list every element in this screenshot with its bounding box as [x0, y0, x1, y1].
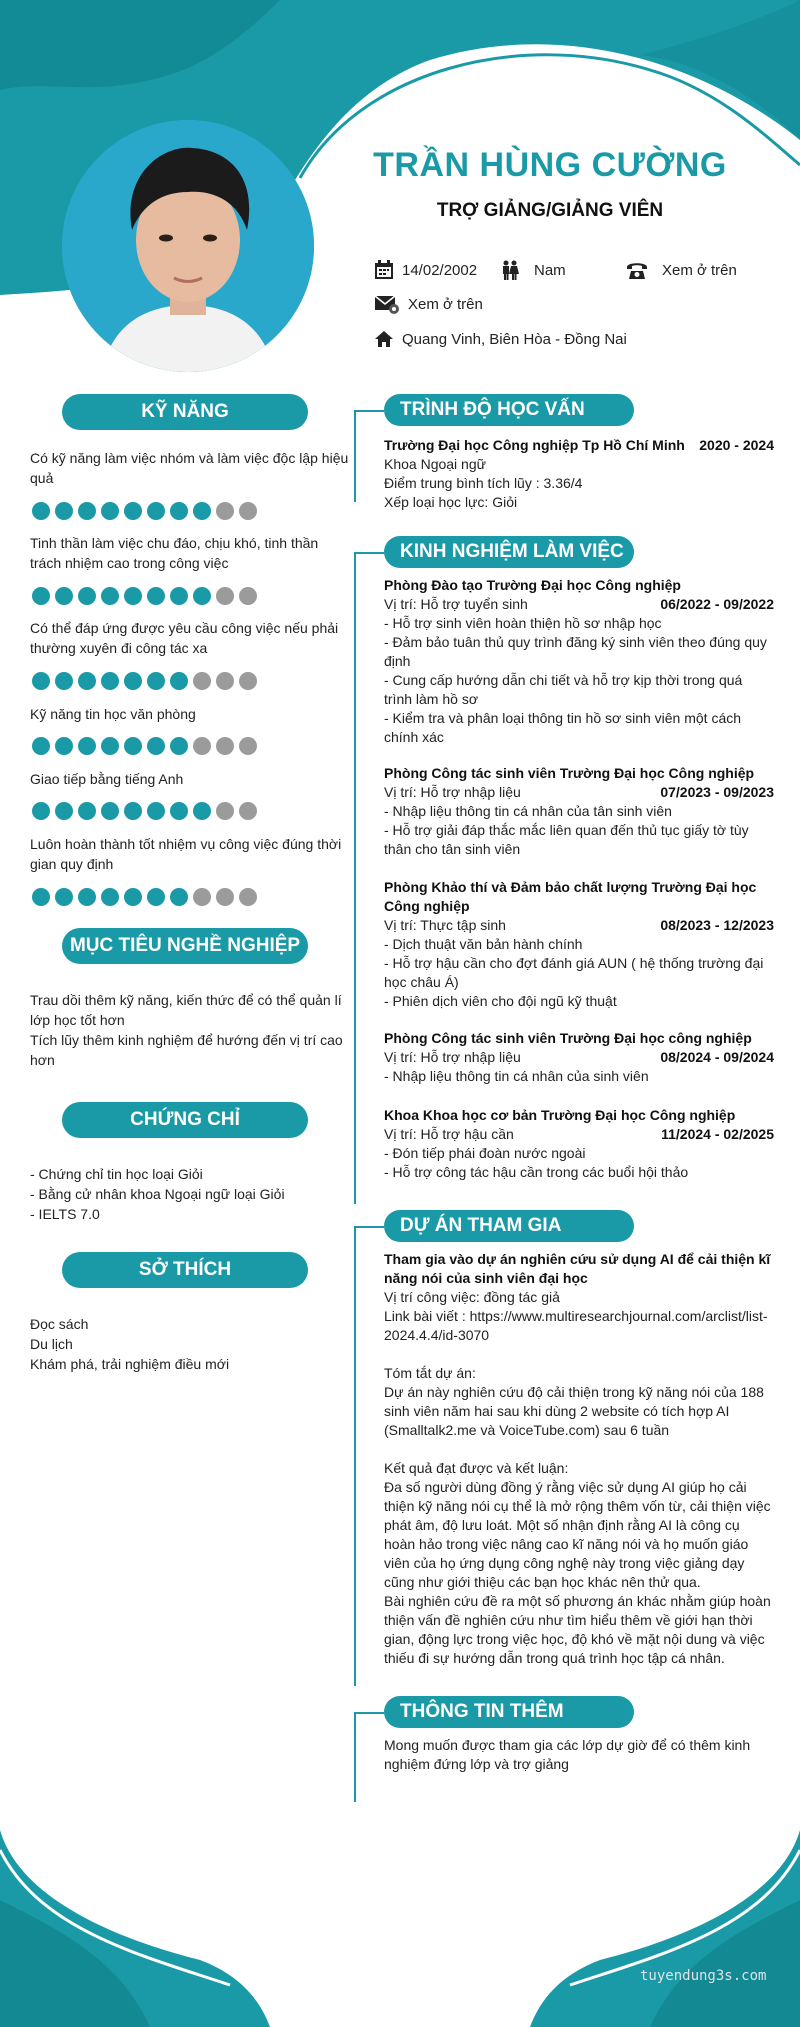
job-role: Vị trí: Hỗ trợ hậu cần — [384, 1126, 514, 1142]
rating-dot-filled — [124, 672, 142, 690]
project-line — [384, 1345, 774, 1364]
job-line: - Hỗ trợ công tác hậu cần trong các buổi hội thảo — [384, 1164, 689, 1180]
rating-dot-filled — [78, 802, 96, 820]
rating-dot-filled — [170, 502, 188, 520]
rating-dot-filled — [147, 672, 165, 690]
rating-dot-empty — [239, 587, 257, 605]
rating-dot-filled — [55, 502, 73, 520]
rating-dot-filled — [193, 802, 211, 820]
email-icon — [374, 294, 400, 314]
profile-photo — [62, 120, 314, 372]
skill-text: Tinh thần làm việc chu đáo, chịu khó, tinh thần trách nhiệm cao trong công việc — [30, 535, 319, 571]
rating-dot-filled — [101, 672, 119, 690]
skill-rating — [32, 672, 257, 690]
rating-dot-filled — [147, 888, 165, 906]
education-school: Trường Đại học Công nghiệp Tp Hồ Chí Minh — [384, 437, 685, 453]
rating-dot-filled — [32, 888, 50, 906]
rating-dot-filled — [147, 737, 165, 755]
timeline-line — [354, 410, 356, 502]
timeline-tick — [354, 552, 384, 554]
rating-dot-filled — [170, 802, 188, 820]
rating-dot-filled — [170, 888, 188, 906]
education-section — [384, 436, 774, 512]
skill-text: Luôn hoàn thành tốt nhiệm vụ công việc đúng thời gian quy định — [30, 836, 342, 872]
certificates-list — [30, 1164, 350, 1224]
rating-dot-empty — [216, 888, 234, 906]
education-line: Điểm trung bình tích lũy : 3.36/4 — [384, 475, 583, 491]
address-value: Quang Vinh, Biên Hòa - Đồng Nai — [402, 330, 627, 348]
education-line: Khoa Ngoại ngữ — [384, 456, 486, 472]
phone-icon — [626, 260, 648, 280]
education-period: 2020 - 2024 — [699, 437, 774, 453]
rating-dot-filled — [32, 802, 50, 820]
rating-dot-filled — [124, 587, 142, 605]
hobby-item: Khám phá, trải nghiệm điều mới — [30, 1356, 230, 1372]
rating-dot-filled — [170, 672, 188, 690]
rating-dot-filled — [124, 888, 142, 906]
rating-dot-filled — [124, 502, 142, 520]
job-org: Phòng Đào tạo Trường Đại học Công nghiệp — [384, 577, 681, 593]
rating-dot-empty — [216, 802, 234, 820]
skill-text: Giao tiếp bằng tiếng Anh — [30, 771, 184, 787]
job-entry — [384, 1106, 774, 1182]
project-line: Tóm tắt dự án: — [384, 1365, 476, 1381]
project-line — [384, 1440, 774, 1459]
objective-line: Trau dồi thêm kỹ năng, kiến thức để có thể quản lí lớp học tốt hơn — [30, 992, 342, 1028]
rating-dot-filled — [55, 587, 73, 605]
gender-value: Nam — [534, 261, 566, 279]
job-line: - Hỗ trợ giải đáp thắc mắc liên quan đến thủ tục giấy tờ tùy thân cho tân sinh viên — [384, 822, 749, 857]
job-period: 08/2023 - 12/2023 — [660, 917, 774, 933]
rating-dot-empty — [216, 672, 234, 690]
rating-dot-filled — [147, 587, 165, 605]
rating-dot-filled — [101, 502, 119, 520]
rating-dot-empty — [239, 802, 257, 820]
rating-dot-filled — [55, 888, 73, 906]
rating-dot-filled — [147, 502, 165, 520]
job-role: Vị trí: Hỗ trợ nhập liệu — [384, 1049, 521, 1065]
rating-dot-filled — [101, 802, 119, 820]
rating-dot-filled — [101, 737, 119, 755]
timeline-tick — [354, 1226, 384, 1228]
rating-dot-filled — [32, 672, 50, 690]
timeline-line — [354, 1712, 356, 1802]
rating-dot-filled — [55, 737, 73, 755]
education-line: Xếp loại học lực: Giỏi — [384, 494, 518, 510]
job-org: Phòng Công tác sinh viên Trường Đại học công nghiệp — [384, 1030, 752, 1046]
rating-dot-filled — [124, 737, 142, 755]
email-value: Xem ở trên — [408, 295, 483, 313]
candidate-name: TRẦN HÙNG CƯỜNG — [373, 146, 727, 184]
calendar-icon — [374, 260, 394, 280]
hobbies-list — [30, 1314, 350, 1374]
project-line: Kết quả đạt được và kết luận: — [384, 1460, 569, 1476]
rating-dot-filled — [32, 502, 50, 520]
email-info — [374, 294, 483, 314]
rating-dot-filled — [55, 802, 73, 820]
phone-value: Xem ở trên — [662, 261, 737, 279]
job-entry — [384, 1029, 774, 1086]
rating-dot-filled — [32, 587, 50, 605]
job-org: Phòng Khảo thí và Đảm bảo chất lượng Trường Đại học Công nghiệp — [384, 879, 757, 914]
rating-dot-empty — [193, 888, 211, 906]
job-role: Vị trí: Hỗ trợ nhập liệu — [384, 784, 521, 800]
education-heading: TRÌNH ĐỘ HỌC VẤN — [384, 394, 634, 426]
rating-dot-filled — [124, 802, 142, 820]
certificates-heading: CHỨNG CHỈ — [62, 1102, 308, 1138]
address-info — [374, 330, 627, 348]
rating-dot-empty — [193, 672, 211, 690]
job-entry — [384, 878, 774, 1011]
additional-heading: THÔNG TIN THÊM — [384, 1696, 634, 1728]
job-org: Khoa Khoa học cơ bản Trường Đại học Công nghiệp — [384, 1107, 736, 1123]
certificate-item: - Bằng cử nhân khoa Ngoại ngữ loại Giỏi — [30, 1186, 285, 1202]
rating-dot-filled — [78, 502, 96, 520]
job-line: - Đảm bảo tuân thủ quy trình đăng ký sinh viên theo đúng quy định — [384, 634, 767, 669]
rating-dot-filled — [193, 502, 211, 520]
project-entry — [384, 1250, 774, 1668]
job-period: 08/2024 - 09/2024 — [660, 1049, 774, 1065]
rating-dot-empty — [216, 737, 234, 755]
project-line: Đa số người dùng đồng ý rằng việc sử dụng AI giúp họ cải thiện kỹ năng nói cụ thể là mở rộng thêm vốn từ, cải thiện việc phát âm, độ lưu loát. Một số nhận định rằng AI là công cụ hoàn hảo trong việc nâng cao kĩ năng nói và họ muốn giáo viên của họ ứng dụng công nghệ này trong việc giảng dạy cũng như giới thiệu các bạn học khác nên thử qua. — [384, 1479, 771, 1590]
skill-rating — [32, 587, 257, 605]
rating-dot-empty — [239, 502, 257, 520]
gender-info — [500, 260, 566, 280]
job-line: - Hỗ trợ sinh viên hoàn thiện hồ sơ nhập học — [384, 615, 662, 631]
rating-dot-filled — [147, 802, 165, 820]
skill-text: Kỹ năng tin học văn phòng — [30, 706, 196, 722]
experience-heading: KINH NGHIỆM LÀM VIỆC — [384, 536, 634, 568]
rating-dot-filled — [78, 587, 96, 605]
project-line: Link bài viết : https://www.multiresearchjournal.com/arclist/list-2024.4.4/id-3070 — [384, 1308, 768, 1343]
timeline-tick — [354, 1712, 384, 1714]
hobbies-heading: SỞ THÍCH — [62, 1252, 308, 1288]
job-period: 07/2023 - 09/2023 — [660, 784, 774, 800]
skill-text: Có thể đáp ứng được yêu cầu công việc nếu phải thường xuyên đi công tác xa — [30, 620, 339, 656]
skill-rating — [32, 802, 257, 820]
watermark: tuyendung3s.com — [640, 1968, 767, 1984]
certificate-item: - Chứng chỉ tin học loại Giỏi — [30, 1166, 203, 1182]
skills-heading: KỸ NĂNG — [62, 394, 308, 430]
timeline-tick — [354, 410, 384, 412]
job-line: - Hỗ trợ hậu cần cho đợt đánh giá AUN ( hệ thống trường đại học châu Á) — [384, 955, 764, 990]
hobby-item: Du lịch — [30, 1336, 73, 1352]
job-period: 06/2022 - 09/2022 — [660, 596, 774, 612]
rating-dot-empty — [216, 502, 234, 520]
rating-dot-filled — [55, 672, 73, 690]
project-title: Tham gia vào dự án nghiên cứu sử dụng AI để cải thiện kĩ năng nói của sinh viên đại học — [384, 1251, 771, 1286]
project-line: Vị trí công việc: đồng tác giả — [384, 1289, 560, 1305]
job-entry — [384, 576, 774, 747]
rating-dot-filled — [78, 672, 96, 690]
job-period: 11/2024 - 02/2025 — [661, 1126, 774, 1142]
birthday-value: 14/02/2002 — [402, 261, 478, 279]
candidate-title: TRỢ GIẢNG/GIẢNG VIÊN — [436, 200, 664, 221]
project-line: Bài nghiên cứu đề ra một số phương án khác nhằm giúp hoàn thiện vấn đề nghiên cứu như tìm hiểu thêm về giới hạn thời gian, động lực trong việc học, độ khó về mặt nội dung và việc thiếu đi sự hướng dẫn trong quá trình học tập cá nhân. — [384, 1593, 771, 1666]
skill-text: Có kỹ năng làm việc nhóm và làm việc độc lập hiệu quả — [30, 450, 349, 486]
job-line: - Kiểm tra và phân loại thông tin hồ sơ sinh viên một cách chính xác — [384, 710, 742, 745]
certificate-item: - IELTS 7.0 — [30, 1206, 100, 1222]
job-line: - Đón tiếp phái đoàn nước ngoài — [384, 1145, 586, 1161]
rating-dot-empty — [193, 737, 211, 755]
job-org: Phòng Công tác sinh viên Trường Đại học Công nghiệp — [384, 765, 755, 781]
rating-dot-empty — [216, 587, 234, 605]
additional-text: Mong muốn được tham gia các lớp dự giờ để có thêm kinh nghiệm đứng lớp và trợ giảng — [384, 1737, 751, 1772]
job-line: - Phiên dịch viên cho đội ngũ kỹ thuật — [384, 993, 617, 1009]
job-role: Vị trí: Thực tập sinh — [384, 917, 506, 933]
objective-text — [30, 990, 350, 1070]
skill-rating — [32, 888, 257, 906]
birthday-info — [374, 260, 477, 280]
rating-dot-filled — [78, 737, 96, 755]
rating-dot-filled — [78, 888, 96, 906]
rating-dot-empty — [239, 672, 257, 690]
skill-rating — [32, 502, 257, 520]
objective-line: Tích lũy thêm kinh nghiệm để hướng đến vị trí cao hơn — [30, 1032, 343, 1068]
rating-dot-empty — [239, 888, 257, 906]
timeline-line — [354, 1226, 356, 1686]
rating-dot-filled — [101, 587, 119, 605]
rating-dot-filled — [170, 587, 188, 605]
job-line: - Cung cấp hướng dẫn chi tiết và hỗ trợ kịp thời trong quá trình làm hồ sơ — [384, 672, 743, 707]
job-entry — [384, 764, 774, 859]
job-line: - Nhập liệu thông tin cá nhân của sinh viên — [384, 1068, 649, 1084]
objective-heading: MỤC TIÊU NGHỀ NGHIỆP — [62, 928, 308, 964]
hobby-item: Đọc sách — [30, 1316, 89, 1332]
job-role: Vị trí: Hỗ trợ tuyển sinh — [384, 596, 528, 612]
rating-dot-filled — [170, 737, 188, 755]
rating-dot-filled — [32, 737, 50, 755]
project-line: Dự án này nghiên cứu độ cải thiện trong kỹ năng nói của 188 sinh viên năm hai sau khi dùng 2 website có tích hợp AI (Smalltalk2.me và VoiceTube.com) sau 6 tuần — [384, 1384, 764, 1438]
skill-rating — [32, 737, 257, 755]
projects-heading: DỰ ÁN THAM GIA — [384, 1210, 634, 1242]
phone-info — [626, 260, 737, 280]
timeline-line — [354, 552, 356, 1204]
home-icon — [374, 330, 394, 348]
gender-icon — [500, 260, 520, 280]
rating-dot-filled — [193, 587, 211, 605]
job-line: - Nhập liệu thông tin cá nhân của tân sinh viên — [384, 803, 672, 819]
rating-dot-filled — [101, 888, 119, 906]
job-line: - Dịch thuật văn bản hành chính — [384, 936, 583, 952]
rating-dot-empty — [239, 737, 257, 755]
